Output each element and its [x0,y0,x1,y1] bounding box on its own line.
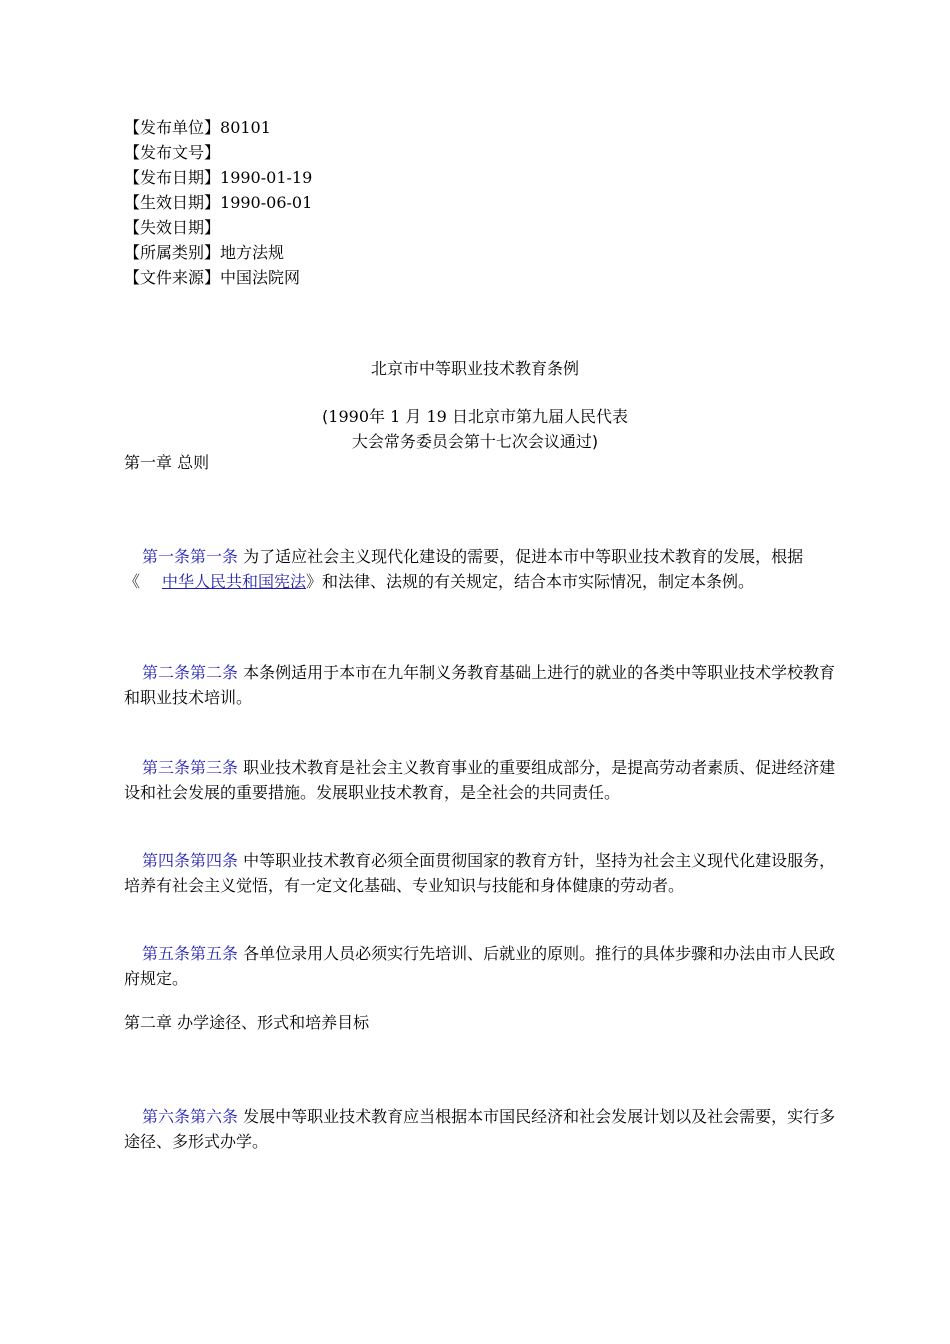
article-2 [124,660,836,710]
meta-expiry-date [124,215,312,240]
meta-publish-date-label: 【发布日期】 [124,168,221,187]
meta-expiry-date-label: 【失效日期】 [124,218,221,237]
article-1-label: 第一条第一条 [142,547,239,566]
meta-source [124,265,312,290]
article-1-text-before: 为了适应社会主义现代化建设的需要，促进本市中等职业技术教育的发展，根据《 [124,547,804,591]
adoption-note-open-paren: ( [322,407,329,426]
article-1 [124,544,836,594]
document-metadata [124,115,312,290]
adoption-note-month: 1 [390,407,401,426]
article-5-text: 各单位录用人员必须实行先培训、后就业的原则。推行的具体步骤和办法由市人民政府规定。 [124,944,836,988]
adoption-note-line-1 [0,404,950,429]
document-adoption-note [0,404,950,454]
article-6 [124,1104,836,1154]
meta-category-value: 地方法规 [220,243,285,262]
meta-source-label: 【文件来源】 [124,268,221,287]
article-4 [124,848,836,898]
article-3-label: 第三条第三条 [142,758,239,777]
meta-publish-date-value: 1990-01-19 [220,168,313,187]
adoption-note-line-2: 大会常务委员会第十七次会议通过) [351,432,599,451]
article-2-text: 本条例适用于本市在九年制义务教育基础上进行的就业的各类中等职业技术学校教育和职业技术培训。 [124,663,836,707]
meta-source-value: 中国法院网 [220,268,301,287]
adoption-note-rest: 日北京市第九届人民代表 [451,407,628,426]
meta-doc-number [124,140,312,165]
chapter-heading-1: 第一章 总则 [124,453,210,472]
meta-publisher [124,115,312,140]
article-3-text: 职业技术教育是社会主义教育事业的重要组成部分，是提高劳动者素质、促进经济建设和社会发展的重要措施。发展职业技术教育，是全社会的共同责任。 [124,758,836,802]
document-title: 北京市中等职业技术教育条例 [370,359,579,378]
article-5 [124,941,836,991]
adoption-note-year: 1990 [328,407,369,426]
meta-category-label: 【所属类别】 [124,243,221,262]
meta-category [124,240,312,265]
meta-effective-date-label: 【生效日期】 [124,193,221,212]
meta-effective-date-value: 1990-06-01 [220,193,313,212]
meta-effective-date [124,190,312,215]
article-2-label: 第二条第二条 [142,663,239,682]
article-6-text: 发展中等职业技术教育应当根据本市国民经济和社会发展计划以及社会需要，实行多途径、多形式办学。 [124,1107,836,1151]
article-4-text: 中等职业技术教育必须全面贯彻国家的教育方针，坚持为社会主义现代化建设服务，培养有社会主义觉悟，有一定文化基础、专业知识与技能和身体健康的劳动者。 [124,851,836,895]
article-4-label: 第四条第四条 [142,851,239,870]
article-3 [124,755,836,805]
adoption-note-day: 19 [426,407,447,426]
article-5-label: 第五条第五条 [142,944,239,963]
adoption-note-month-unit: 月 [405,407,422,426]
meta-publish-date [124,165,312,190]
chapter-heading-2: 第二章 办学途径、形式和培养目标 [124,1013,370,1032]
meta-publisher-value: 80101 [220,118,271,137]
constitution-link[interactable]: 中华人民共和国宪法 [162,572,307,591]
meta-publisher-label: 【发布单位】 [124,118,221,137]
article-1-text-after: 》和法律、法规的有关规定，结合本市实际情况，制定本条例。 [306,572,755,591]
adoption-note-year-unit: 年 [369,407,386,426]
article-6-label: 第六条第六条 [142,1107,239,1126]
meta-doc-number-label: 【发布文号】 [124,143,221,162]
